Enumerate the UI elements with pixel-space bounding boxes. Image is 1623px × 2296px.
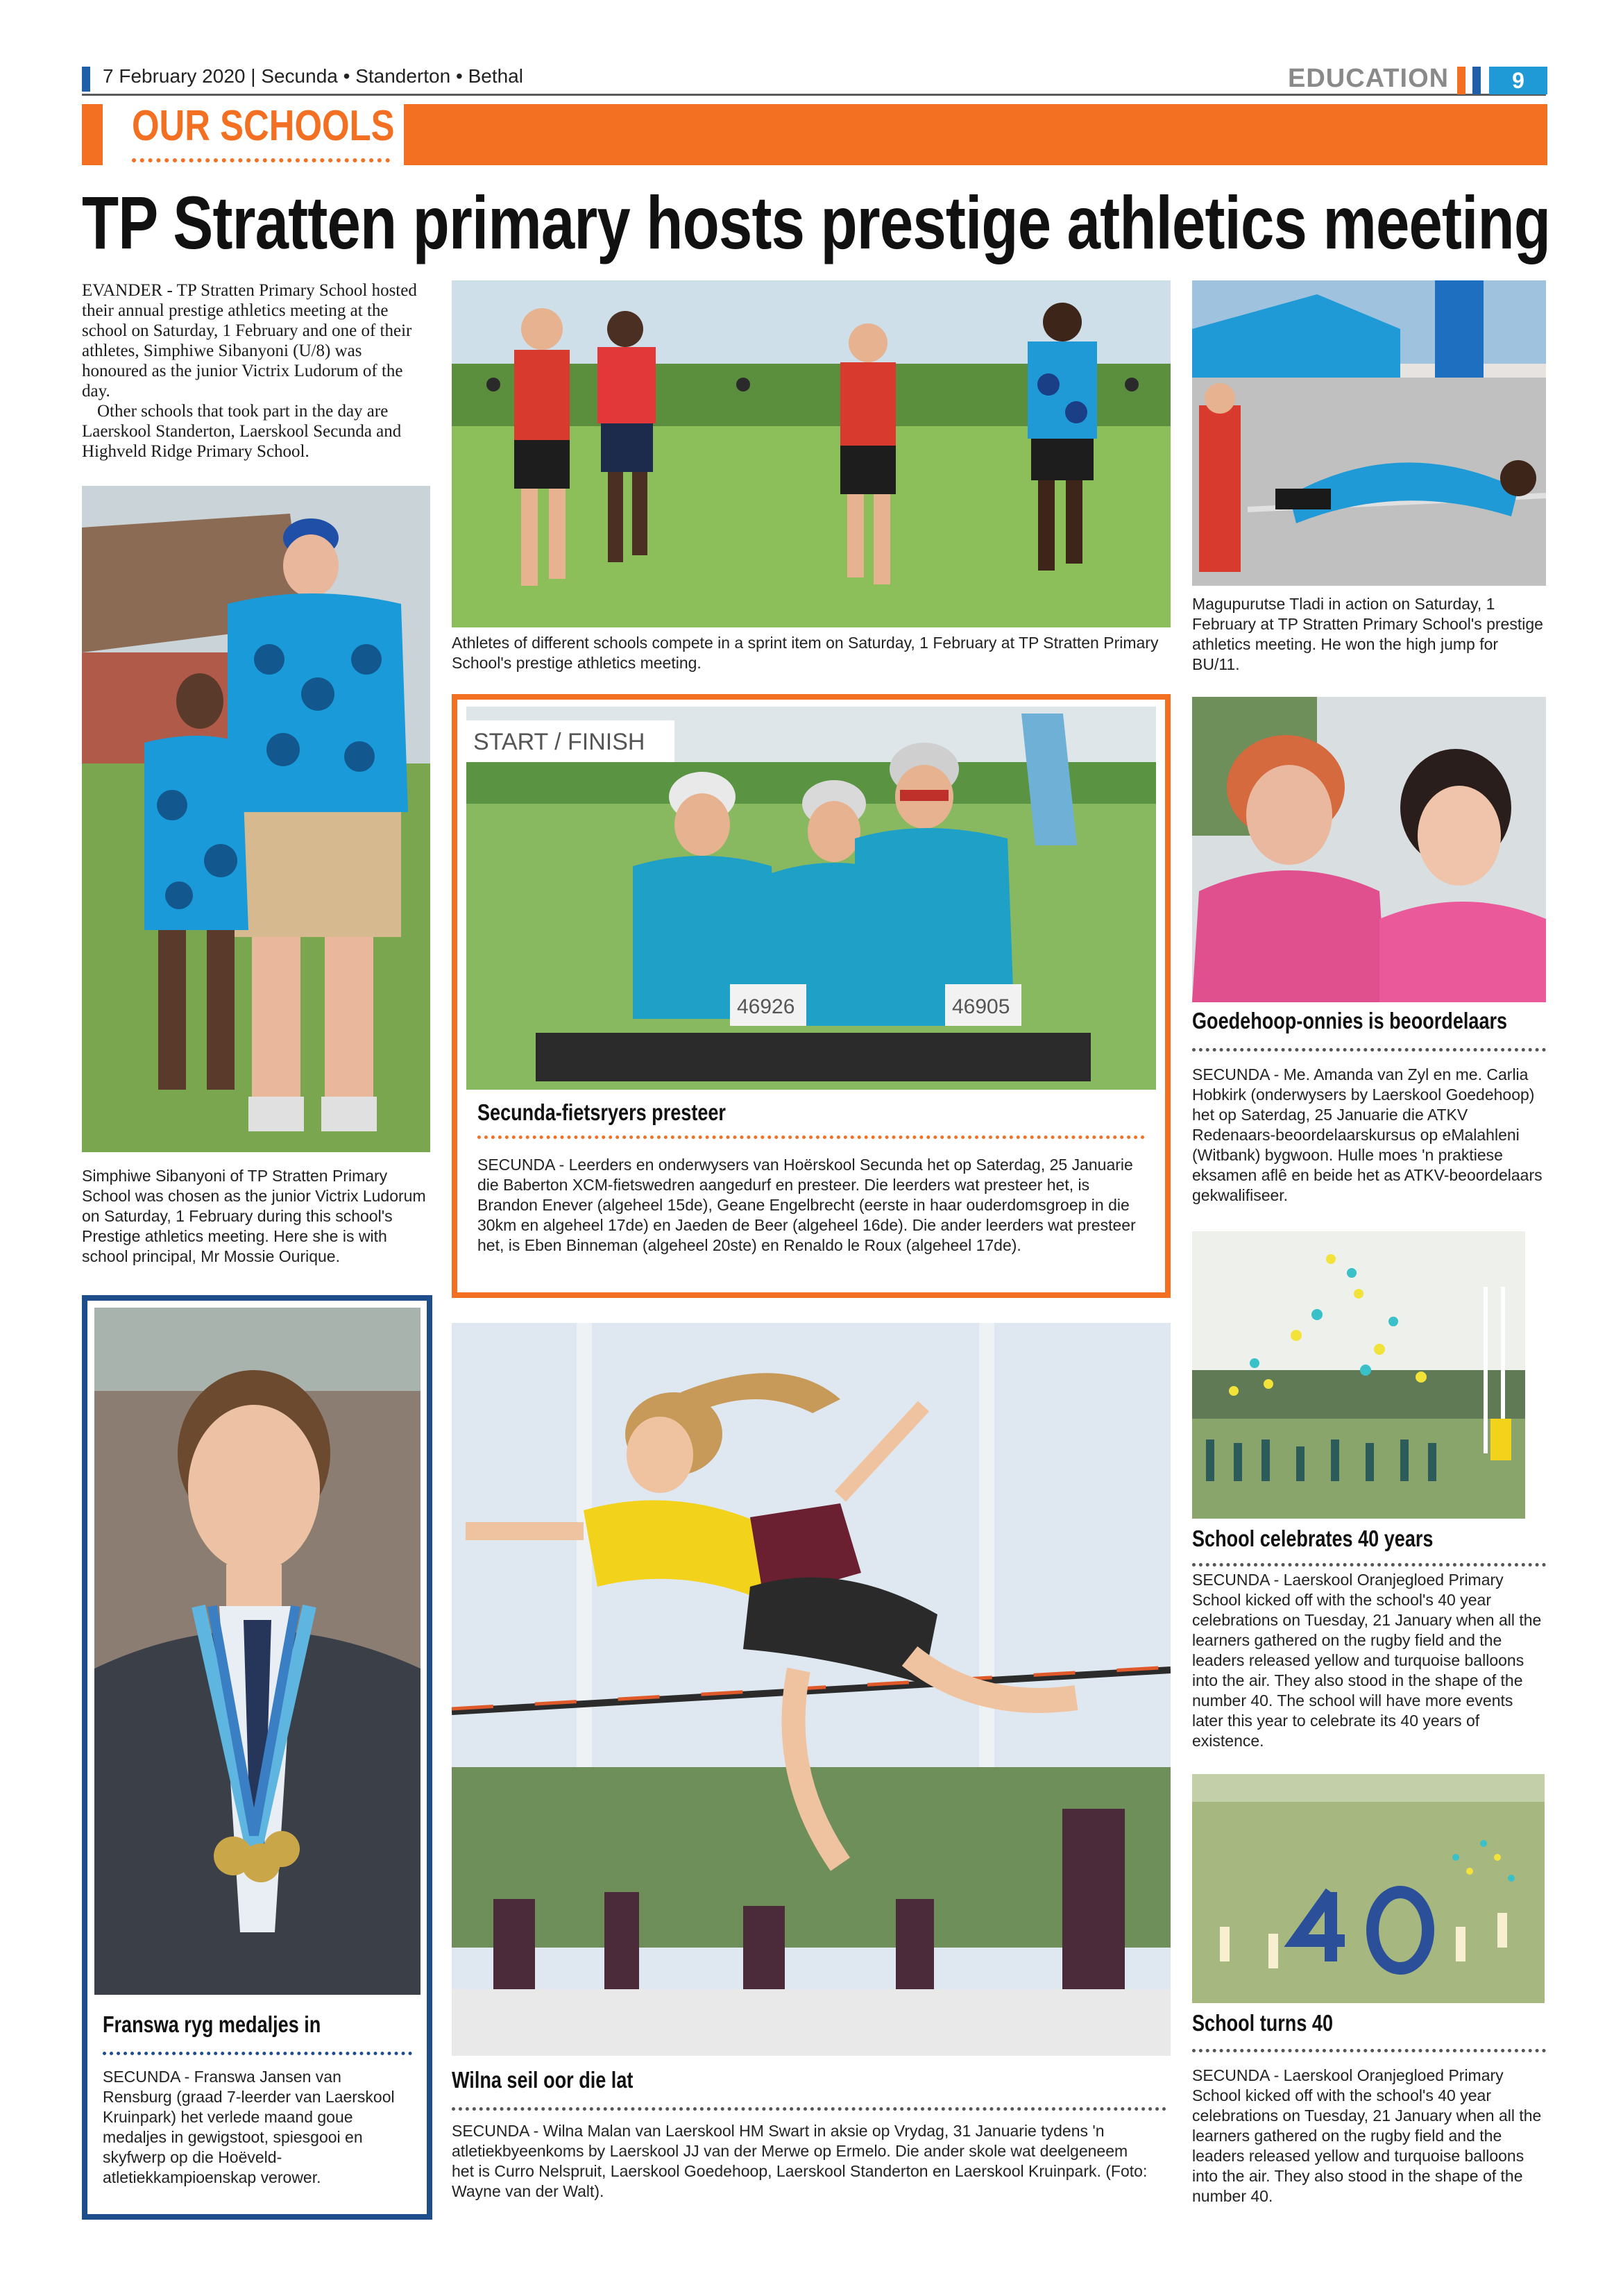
photo-cyclists xyxy=(466,707,1156,1090)
page-number: 9 xyxy=(1489,67,1547,94)
photo-number-40-formation xyxy=(1192,1774,1545,2003)
story-body-wilna: SECUNDA - Wilna Malan van Laerskool HM Swart in aksie op Vrydag, 31 Januarie tydens 'n atletiekbyeenkoms by Laerskool JJ van der Merwe op Ermelo. Die ander skole wat deelgeneem het is Curro Nelspruit, Laerskool Goedehoop, Laerskool Standerton en Laerskool Kruinpark. (Foto: Wayne van der Walt). xyxy=(452,2122,1148,2200)
lead-paragraph-2: Other schools that took part in the day are Laerskool Standerton, Laerskool Secunda and Highveld Ridge Primary School. xyxy=(82,402,402,461)
dateline-divider: | xyxy=(250,65,262,87)
region-names: Secunda • Standerton • Bethal xyxy=(261,65,523,87)
story-title-franswa: Franswa ryg medaljes in xyxy=(103,2011,321,2037)
story-body-franswa: SECUNDA - Franswa Jansen van Rensburg (graad 7-leerder van Laerskool Kruinpark) het verlede maand goue medaljes in gewigstoot, spiesgooi en skyfwerp op die Hoëveld-atletiekkampioenskap verower. xyxy=(103,2068,395,2186)
kicker-title: OUR SCHOOLS xyxy=(132,102,395,150)
photo-high-jump-boy xyxy=(1192,280,1546,586)
race-bib-1: 46926 xyxy=(737,995,795,1018)
dateline xyxy=(103,65,523,87)
header-accent-bar xyxy=(82,67,90,92)
caption-high-jump-boy: Magupurutse Tladi in action on Saturday, 1 February at TP Stratten Primary School's prestige athletics meeting. He won the high jump for BU/11. xyxy=(1192,595,1543,673)
photo-sprint-race xyxy=(452,280,1171,627)
cyclists-dotted-rule xyxy=(477,1136,1145,1139)
story-body-turns40: SECUNDA - Laerskool Oranjegloed Primary School kicked off with the school's 40 year celebrations on Tuesday, 21 January when all the learners gathered on the rugby field and the leaders released yellow and turquoise balloons into the air. They also stood in the shape of the number 40. xyxy=(1192,2066,1542,2205)
franswa-dotted-rule xyxy=(103,2052,412,2055)
photo-simphiwe-principal xyxy=(82,486,430,1152)
goedehoop-dotted-rule xyxy=(1192,1048,1546,1052)
start-finish-banner: START / FINISH xyxy=(473,729,645,755)
race-bib-2: 46905 xyxy=(952,995,1010,1018)
story-title-cyclists: Secunda-fietsryers presteer xyxy=(477,1099,726,1125)
story-title-goedehoop: Goedehoop-onnies is beoordelaars xyxy=(1192,1008,1508,1033)
turns40-dotted-rule xyxy=(1192,2049,1546,2052)
kicker-accent xyxy=(82,104,103,165)
caption-sprint: Athletes of different schools compete in a sprint item on Saturday, 1 February at TP Stratten Primary School's prestige athletics meeting. xyxy=(452,634,1159,672)
lead-article xyxy=(82,280,422,462)
page-headline: TP Stratten primary hosts prestige athletics meeting xyxy=(82,180,1551,264)
story-title-forty: School celebrates 40 years xyxy=(1192,1526,1434,1551)
issue-date: 7 February 2020 xyxy=(103,65,246,87)
photo-franswa-medals xyxy=(94,1308,420,1995)
story-body-goedehoop: SECUNDA - Me. Amanda van Zyl en me. Carlia Hobkirk (onderwysers by Laerskool Goedehoop) het op Saterdag, 25 Januarie die ATKV Redenaars-beoordelaarskursus op eMalahleni (Witbank) bygwoon. Hulle moes 'n praktiese eksamen aflê en beide het as ATKV-beoordelaars gekwalifiseer. xyxy=(1192,1065,1543,1204)
section-accent-blue xyxy=(1472,67,1481,94)
photo-goedehoop-teachers xyxy=(1192,697,1546,1002)
forty-dotted-rule xyxy=(1192,1563,1546,1567)
story-body-cyclists: SECUNDA - Leerders en onderwysers van Hoërskool Secunda het op Saterdag, 25 Januarie die Baberton XCM-fietswedren aangedurf en presteer. Die leerders wat presteer het, is Brandon Enever (algeheel 15de), Geane Engelbrecht (eerste in haar ouderdomsgroep in die 30km en algeheel 17de) en Jaeden de Beer (algeheel 16de). Die ander leerders wat presteer het, is Eben Binneman (algeheel 20ste) en Renaldo le Roux (algeheel 17de). xyxy=(477,1156,1136,1254)
section-label: EDUCATION xyxy=(1288,64,1450,93)
photo-wilna-high-jump xyxy=(452,1323,1171,2056)
photo-balloon-release xyxy=(1192,1231,1525,1519)
wilna-dotted-rule xyxy=(452,2107,1166,2111)
story-title-wilna: Wilna seil oor die lat xyxy=(452,2067,634,2093)
story-title-turns40: School turns 40 xyxy=(1192,2010,1334,2036)
section-accent-orange xyxy=(1457,67,1465,94)
header-rule xyxy=(82,94,1546,96)
story-body-forty: SECUNDA - Laerskool Oranjegloed Primary School kicked off with the school's 40 year celebrations on Tuesday, 21 January when all the learners gathered on the rugby field and the leaders released yellow and turquoise balloons into the air. They also stood in the shape of the number 40. The school will have more events later this year to celebrate its 40 years of existence. xyxy=(1192,1571,1542,1750)
lead-paragraph-1: EVANDER - TP Stratten Primary School hosted their annual prestige athletics meeting at the school on Saturday, 1 February and one of their athletes, Simphiwe Sibanyoni (U/8) was honoured as the junior Victrix Ludorum of the day. xyxy=(82,281,417,400)
kicker-dotted-rule xyxy=(132,158,390,162)
kicker-banner xyxy=(404,104,1547,165)
caption-simphiwe: Simphiwe Sibanyoni of TP Stratten Primary School was chosen as the junior Victrix Ludorum on Saturday, 1 February during this school's Prestige athletics meeting. Here she is with school principal, Mr Mossie Ourique. xyxy=(82,1167,426,1265)
